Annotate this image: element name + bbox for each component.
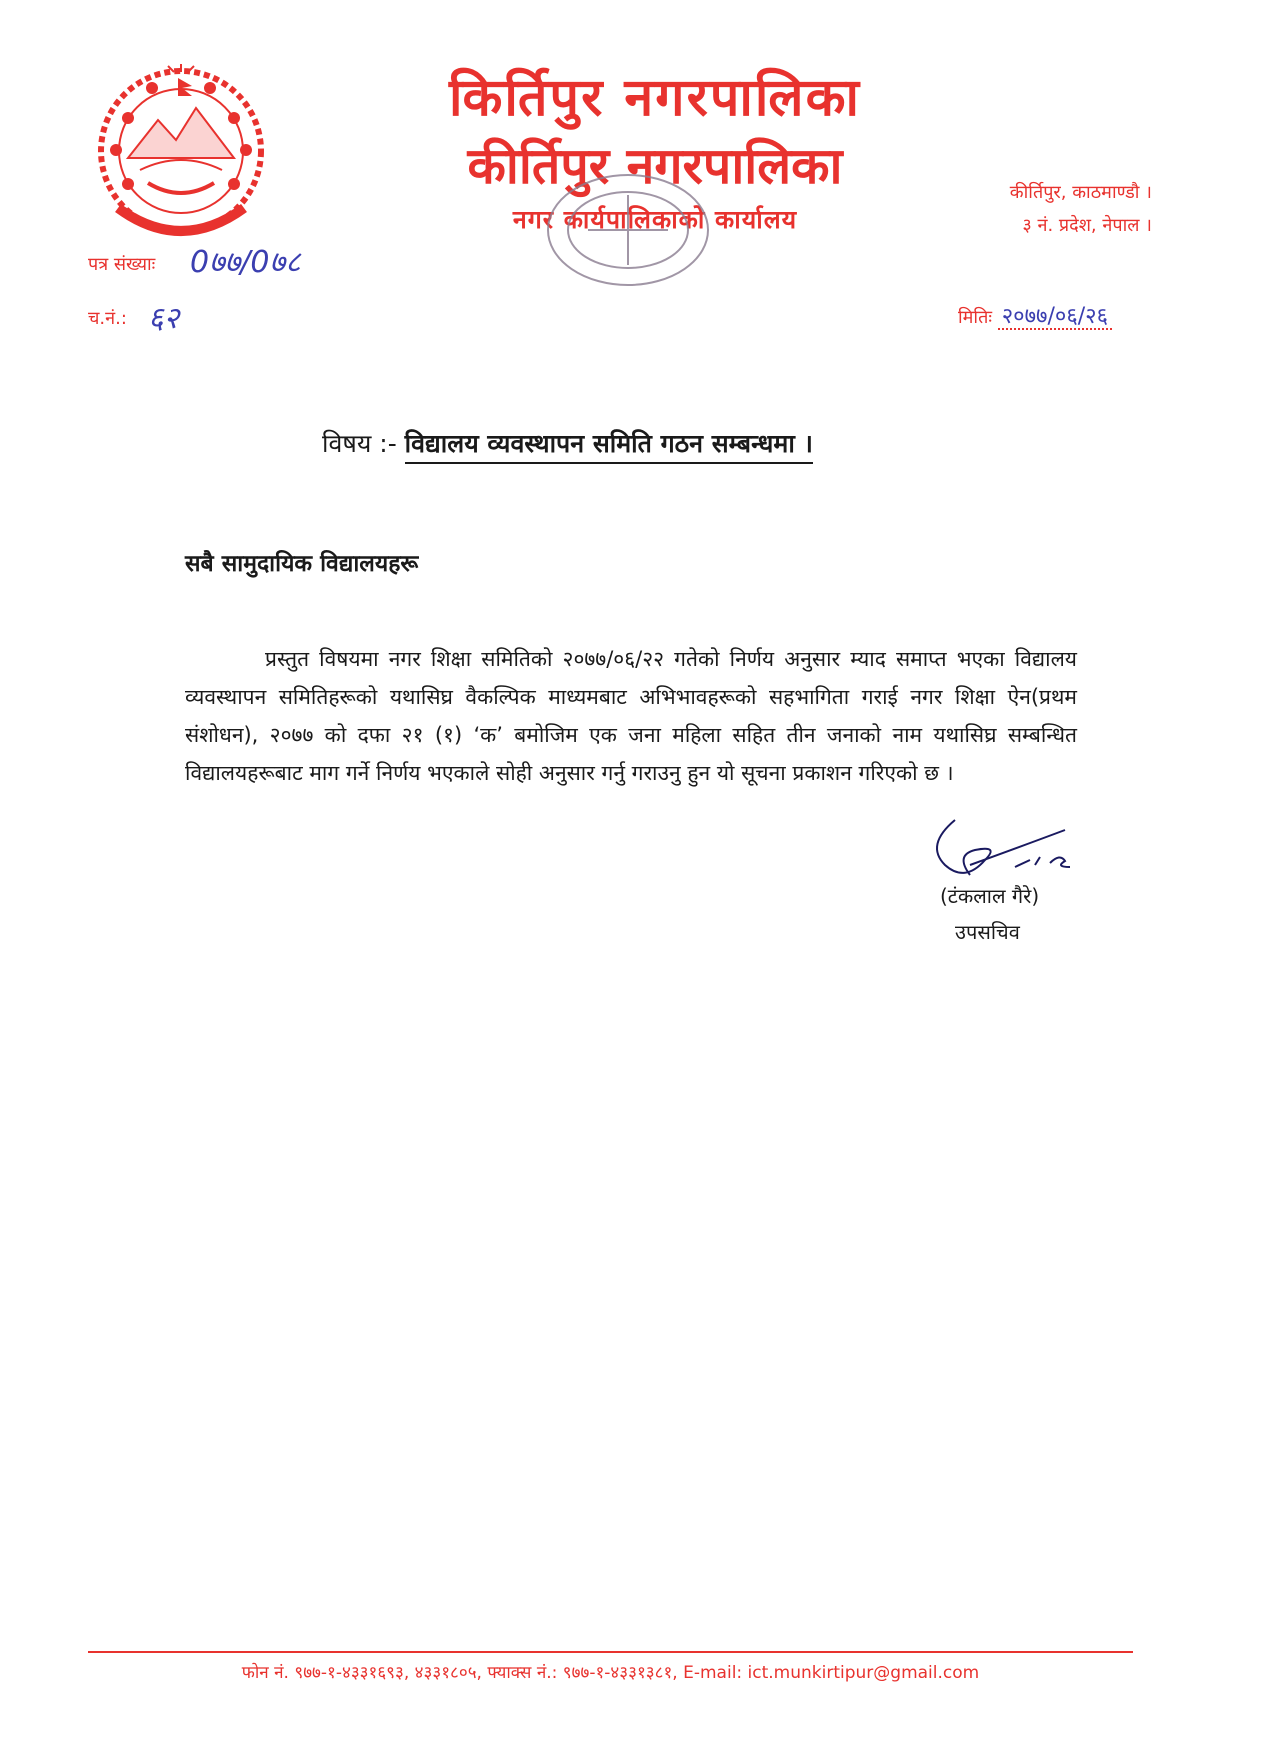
date-label: मितिः bbox=[958, 307, 992, 328]
subject-line bbox=[322, 426, 813, 460]
subject-label: विषय :- bbox=[322, 429, 397, 458]
footer-contact: फोन नं. ९७७-१-४३३१६९३, ४३३१८०५, फ्याक्स नं.: ९७७-१-४३३१३८१, E-mail: ict.munkirtipur@gmail.com bbox=[241, 1663, 980, 1683]
signatory-name: (टंकलाल गैरे) bbox=[940, 884, 1040, 908]
nepal-emblem-icon bbox=[88, 58, 274, 244]
subject-text: विद्यालय व्यवस्थापन समिति गठन सम्बन्धमा । bbox=[405, 429, 813, 464]
address-line-2: ३ नं. प्रदेश, नेपाल । bbox=[1022, 215, 1152, 236]
letter-body: प्रस्तुत विषयमा नगर शिक्षा समितिको २०७७/०६/२२ गतेको निर्णय अनुसार म्याद समाप्त भएका विद्यालय व्यवस्थापन समितिहरूको यथासिघ्र वैकल्पिक माध्यमबाट अभिभावहरूको सहभागिता गराई नगर शिक्षा ऐन(प्रथम संशोधन), २०७७ को दफा २१ (१) ‘क’ बमोजिम एक जना महिला सहित तीन जनाको नाम यथासिघ्र सम्बन्धित विद्यालयहरूबाट माग गर्ने निर्णय भएकाले सोही अनुसार गर्नु गराउनु हुन यो सूचना प्रकाशन गरिएको छ । bbox=[185, 647, 1077, 785]
letter-number-value: 0७७/0७८ bbox=[190, 245, 301, 280]
office-address bbox=[1010, 176, 1152, 242]
signatory-title: उपसचिव bbox=[955, 920, 1020, 944]
footer-divider bbox=[88, 1651, 1133, 1653]
letter-date bbox=[958, 300, 1112, 330]
date-value: २०७७/०६/२६ bbox=[1001, 304, 1109, 329]
letter-number-label: पत्र संख्याः bbox=[88, 254, 156, 275]
date-field bbox=[998, 304, 1112, 330]
dispatch-number-label: च.नं.: bbox=[88, 308, 127, 329]
recipient: सबै सामुदायिक विद्यालयहरू bbox=[185, 551, 419, 577]
dispatch-number-value: ६२ bbox=[148, 301, 180, 336]
office-stamp-icon bbox=[528, 170, 728, 300]
letterhead-title-main: किर्तिपुर नगरपालिका bbox=[449, 68, 861, 128]
letterhead-office: नगर कार्यपालिकाको कार्यालय bbox=[512, 205, 798, 234]
letterhead-title: कीर्तिपुर नगरपालिका bbox=[467, 137, 843, 195]
address-line-1: कीर्तिपुर, काठमाण्डौ । bbox=[1009, 182, 1152, 203]
